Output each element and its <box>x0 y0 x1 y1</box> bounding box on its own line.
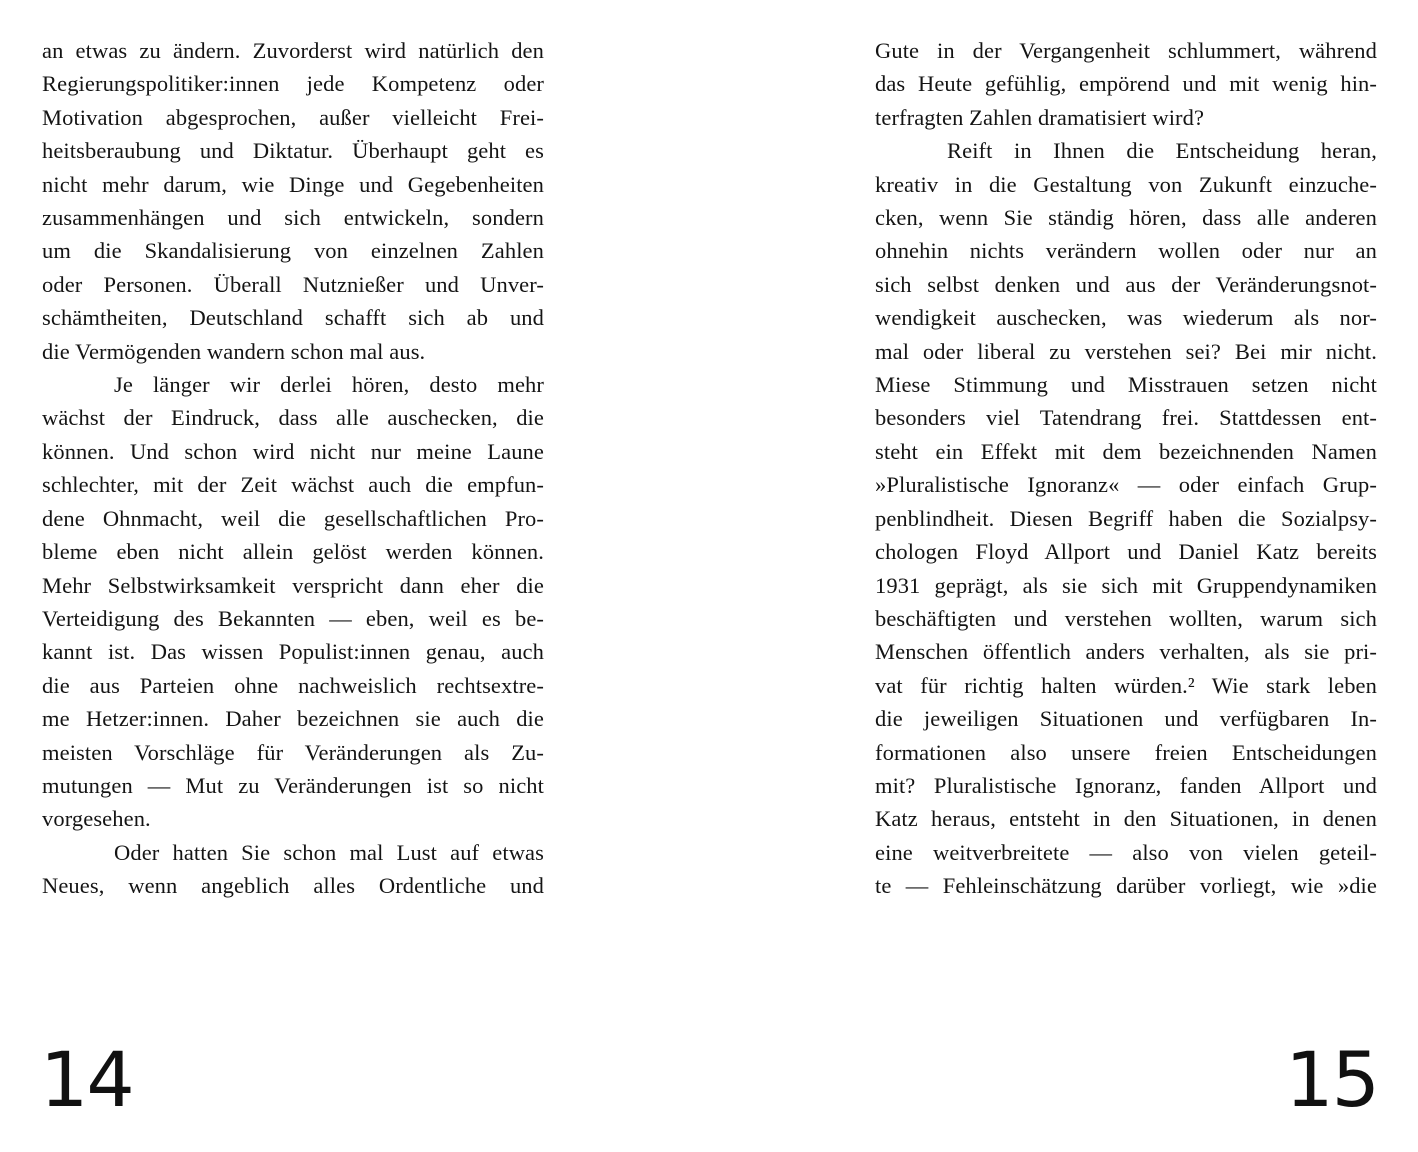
page-number-left: 14 <box>40 1035 133 1124</box>
text-line: kreativ in die Gestaltung von Zukunft einzuche- <box>875 171 1377 197</box>
text-line: te — Fehleinschätzung darüber vorliegt, wie »die <box>875 873 1377 899</box>
page-number-right: 15 <box>1285 1035 1378 1124</box>
text-line: dene Ohnmacht, weil die gesellschaftlichen Pro- <box>42 505 544 531</box>
text-line: terfragten Zahlen dramatisiert wird? <box>875 104 1205 130</box>
text-line: beschäftigten und verstehen wollten, warum sich <box>875 605 1377 631</box>
text-line: wächst der Eindruck, dass alle auschecken, die <box>42 405 544 431</box>
text-line: mal oder liberal zu verstehen sei? Bei mir nicht. <box>875 338 1377 364</box>
text-line: Gute in der Vergangenheit schlummert, während <box>875 38 1377 63</box>
text-line: nicht mehr darum, wie Dinge und Gegebenheiten <box>42 171 544 197</box>
text-line: an etwas zu ändern. Zuvorderst wird natürlich den <box>42 38 544 63</box>
text-line: um die Skandalisierung von einzelnen Zahlen <box>42 238 544 264</box>
text-line: sich selbst denken und aus der Veränderungsnot- <box>875 271 1377 297</box>
text-line: schlechter, mit der Zeit wächst auch die empfun- <box>42 472 544 498</box>
text-line: formationen also unsere freien Entscheidungen <box>875 739 1377 765</box>
text-line: Mehr Selbstwirksamkeit verspricht dann eher die <box>42 572 544 598</box>
text-line: Reift in Ihnen die Entscheidung heran, <box>947 138 1377 164</box>
text-line: cken, wenn Sie ständig hören, dass alle anderen <box>875 205 1377 231</box>
text-line: steht ein Effekt mit dem bezeichnenden Namen <box>875 438 1377 464</box>
text-line: kannt ist. Das wissen Populist:innen genau, auch <box>42 639 544 665</box>
text-line: bleme eben nicht allein gelöst werden können. <box>42 539 544 565</box>
text-line: mit? Pluralistische Ignoranz, fanden Allport und <box>875 772 1377 798</box>
text-line: das Heute gefühlig, empörend und mit wenig hin- <box>875 71 1377 97</box>
text-line: Regierungspolitiker:innen jede Kompetenz oder <box>42 71 544 97</box>
page-right <box>709 0 1418 1152</box>
text-line: Miese Stimmung und Misstrauen setzen nicht <box>875 372 1377 398</box>
text-line: schämtheiten, Deutschland schafft sich ab und <box>42 305 544 331</box>
text-line: Verteidigung des Bekannten — eben, weil es be- <box>42 605 544 631</box>
text-line: die Vermögenden wandern schon mal aus. <box>42 338 426 364</box>
text-line: mutungen — Mut zu Veränderungen ist so nicht <box>42 772 544 798</box>
text-line: 1931 geprägt, als sie sich mit Gruppendynamiken <box>875 572 1377 598</box>
text-line: chologen Floyd Allport und Daniel Katz bereits <box>875 539 1377 565</box>
text-line: wendigkeit auschecken, was wiederum als nor- <box>875 305 1377 331</box>
text-line: die jeweiligen Situationen und verfügbaren In- <box>875 706 1377 732</box>
text-line: ohnehin nichts verändern wollen oder nur an <box>875 238 1377 264</box>
text-line: zusammenhängen und sich entwickeln, sondern <box>42 205 544 231</box>
text-line: Katz heraus, entsteht in den Situationen, in denen <box>875 806 1377 832</box>
text-line: eine weitverbreitete — also von vielen geteil- <box>875 839 1377 865</box>
text-line: die aus Parteien ohne nachweislich rechtsextre- <box>42 672 544 698</box>
text-line: vorgesehen. <box>42 806 151 832</box>
text-line: vat für richtig halten würden.² Wie stark leben <box>875 672 1377 698</box>
text-line: heitsberaubung und Diktatur. Überhaupt geht es <box>42 138 544 164</box>
text-line: Menschen öffentlich anders verhalten, als sie pri- <box>875 639 1377 665</box>
text-line: Oder hatten Sie schon mal Lust auf etwas <box>114 839 544 865</box>
text-line: Je länger wir derlei hören, desto mehr <box>114 372 544 398</box>
text-line: besonders viel Tatendrang frei. Stattdessen ent- <box>875 405 1377 431</box>
text-line: penblindheit. Diesen Begriff haben die Sozialpsy- <box>875 505 1377 531</box>
text-line: meisten Vorschläge für Veränderungen als Zu- <box>42 739 544 765</box>
page-text <box>875 34 1377 903</box>
text-line: Motivation abgesprochen, außer vielleicht Frei- <box>42 104 544 130</box>
text-line: »Pluralistische Ignoranz« — oder einfach Grup- <box>875 472 1377 498</box>
text-line: me Hetzer:innen. Daher bezeichnen sie auch die <box>42 706 544 732</box>
page-text <box>42 34 544 903</box>
text-line: Neues, wenn angeblich alles Ordentliche und <box>42 873 544 899</box>
text-line: können. Und schon wird nicht nur meine Laune <box>42 438 544 464</box>
text-line: oder Personen. Überall Nutznießer und Unver- <box>42 271 544 297</box>
